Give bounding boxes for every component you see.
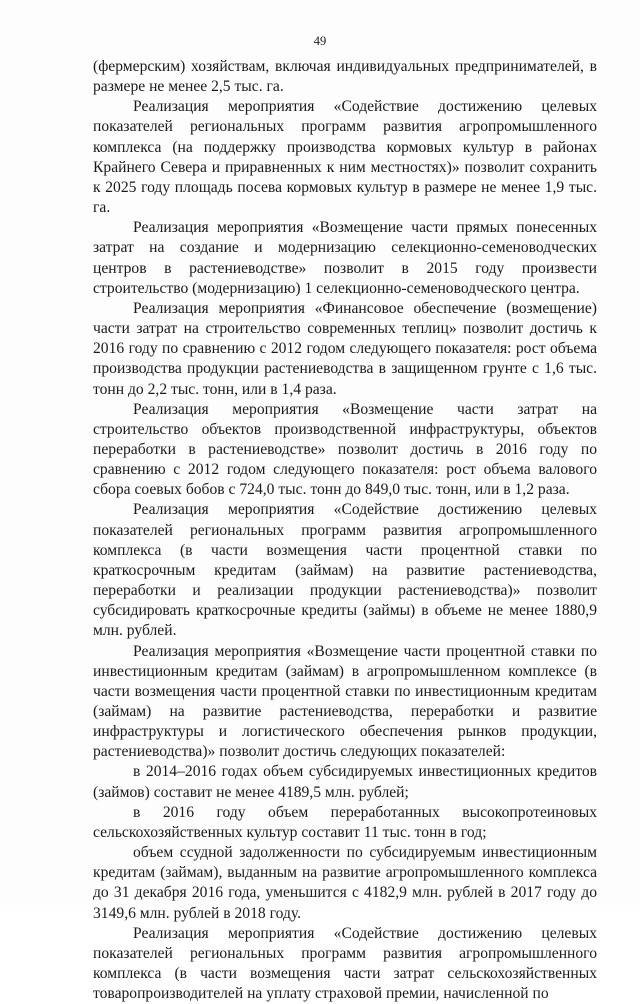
paragraph-short-term-credits: Реализация мероприятия «Содействие достижению целевых показателей региональных программ развития агропромышленного комплекса (в части возмещения части процентной ставки по краткосрочным кредитам (займам) на развитие растениеводства, переработки и реализации продукции растениеводства)» позволит субсидировать краткосрочные кредиты (займы) в объеме не менее 1880,9 млн. рублей. (93, 501, 597, 640)
paragraph-loan-debt: объем ссудной задолженности по субсидируемым инвестиционным кредитам (займам), выданным на развитие агропромышленного комплекса до 31 декабря 2016 года, уменьшится с 4182,9 млн. рублей в 2017 году до 3149,6 млн. рублей в 2018 году. (93, 844, 597, 922)
paragraph-investment-credits: Реализация мероприятия «Возмещение части процентной ставки по инвестиционным кредитам (займам) в агропромышленном комплексе (в части возмещения части процентной ставки по инвестиционным кредитам (займам) на развитие растениеводства, переработки и развитие инфраструктуры и логистического обеспечения рынков продукции, растениеводства)» позволит достичь следующих показателей: (93, 642, 597, 761)
document-body (93, 57, 597, 1004)
paragraph-infrastructure: Реализация мероприятия «Возмещение части затрат на строительство объектов производственной инфраструктуры, объектов переработки в растениеводстве» позволит достичь в 2016 году по сравнению с 2012 годом следующего показателя: рост объема валового сбора соевых бобов с 724,0 тыс. тонн до 849,0 тыс. тонн, или в 1,2 раза. (93, 400, 597, 499)
paragraph-feed-crops: Реализация мероприятия «Содействие достижению целевых показателей региональных программ развития агропромышленного комплекса (на поддержку производства кормовых культур в районах Крайнего Севера и приравненных к ним местностях)» позволит сохранить к 2025 году площадь посева кормовых культур в размере не менее 1,9 тыс. га. (93, 98, 597, 217)
paragraph-insurance: Реализация мероприятия «Содействие достижению целевых показателей региональных программ развития агропромышленного комплекса (в части возмещения части затрат сельскохозяйственных товаропроизводителей на уплату страховой премии, начисленной по (93, 924, 597, 1003)
paragraph-continuation: (фермерским) хозяйствам, включая индивидуальных предпринимателей, в размере не менее 2,5 тыс. га. (93, 58, 597, 96)
paragraph-credit-volume: в 2014–2016 годах объем субсидируемых инвестиционных кредитов (займов) составит не менее 4189,5 млн. рублей; (93, 763, 597, 801)
page-number: 49 (313, 34, 327, 48)
paragraph-seed-centers: Реализация мероприятия «Возмещение части прямых понесенных затрат на создание и модернизацию селекционно-семеноводческих центров в растениеводстве» позволит в 2015 году произвести строительство (модернизацию) 1 селекционно-семеноводческого центра. (93, 219, 597, 297)
paragraph-processed-crops: в 2016 году объем переработанных высокопротеиновых сельскохозяйственных культур составит 11 тыс. тонн в год; (93, 803, 597, 841)
paragraph-greenhouses: Реализация мероприятия «Финансовое обеспечение (возмещение) части затрат на строительство современных теплиц» позволит достичь к 2016 году по сравнению с 2012 годом следующего показателя: рост объема производства продукции растениеводства в защищенном грунте с 1,6 тыс. тонн до 2,2 тыс. тонн, или в 1,4 раза. (93, 299, 597, 398)
